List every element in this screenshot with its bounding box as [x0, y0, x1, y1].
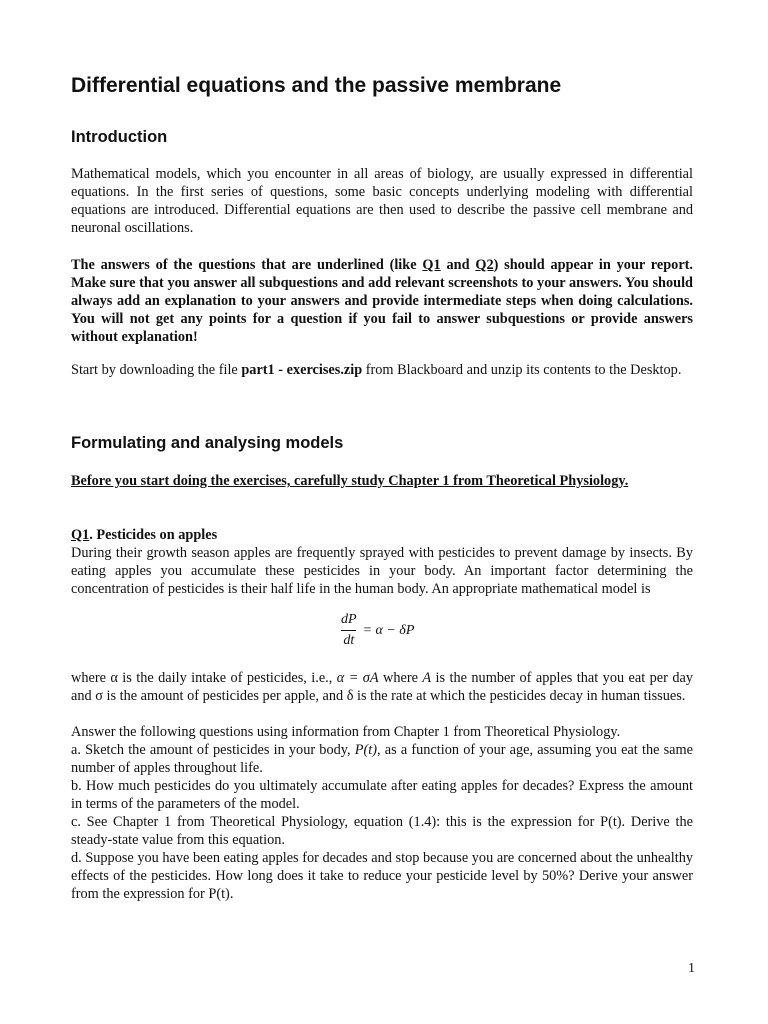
subquestion-a: a. Sketch the amount of pesticides in your body, P(t), as a function of your age, assuming you eat the same number of apples throughout life.	[71, 742, 693, 777]
differential-equation	[339, 612, 414, 649]
q1-label: Q1	[71, 527, 90, 543]
study-note: Before you start doing the exercises, carefully study Chapter 1 from Theoretical Physiology.	[71, 473, 629, 489]
download-paragraph: Start by downloading the file part1 - exercises.zip from Blackboard and unzip its contents to the Desktop.	[71, 362, 682, 378]
q1-intro-paragraph: During their growth season apples are frequently sprayed with pesticides to prevent damage by insects. By eating apples you accumulate these pesticides in your body. An important factor determining the concentration of pesticides is their half life in the human body. An appropriate mathematical model is	[71, 545, 693, 598]
subquestion-b: b. How much pesticides do you ultimately accumulate after eating apples for decades? Express the amount in terms of the parameters of the model.	[71, 778, 693, 813]
equation-rhs: = α − δP	[362, 622, 415, 638]
q1-title: . Pesticides on apples	[89, 527, 218, 543]
q2-reference: Q2	[475, 257, 494, 273]
q1-reference: Q1	[422, 257, 441, 273]
models-heading: Formulating and analysing models	[71, 434, 344, 452]
derivative-fraction: $\frac{dP}{dt}$	[341, 612, 357, 648]
intro-paragraph: Mathematical models, which you encounter in all areas of biology, are usually expressed in differential equations. In the first series of questions, some basic concepts underlying modeling with differential equations are introduced. Differential equations are then used to describe the passive cell membrane and neuronal oscillations.	[71, 166, 693, 237]
instructions-paragraph: The answers of the questions that are underlined (like Q1 and Q2) should appear in your report. Make sure that you answer all subquestions and add relevant screenshots to your answers. You should always add an explanation to your answers and provide intermediate steps when doing calculations. You will not get any points for a question if you fail to answer subquestions or provide answers without explanation!	[71, 257, 694, 346]
page-number: 1	[688, 961, 695, 976]
subquestion-d: d. Suppose you have been eating apples for decades and stop because you are concerned about the unhealthy effects of the pesticides. How long does it take to reduce your pesticide level by 50%? Derive your answer from the expression for P(t).	[71, 850, 693, 903]
answer-instruction: Answer the following questions using information from Chapter 1 from Theoretical Physiology.	[71, 724, 621, 740]
file-name: part1 - exercises.zip	[241, 362, 363, 378]
q1-heading	[71, 526, 693, 544]
subquestion-c: c. See Chapter 1 from Theoretical Physiology, equation (1.4): this is the expression for P(t). Derive the steady-state value from this equation.	[71, 814, 693, 849]
page-title: Differential equations and the passive membrane	[71, 74, 562, 97]
intake-expression: α = σA	[336, 670, 379, 686]
introduction-heading: Introduction	[71, 128, 168, 146]
parameter-explanation: where α is the daily intake of pesticides, i.e., α = σA where A is the number of apples that you eat per day and σ is the amount of pesticides per apple, and δ is the rate at which the pesticides decay in human tissues.	[71, 670, 693, 705]
